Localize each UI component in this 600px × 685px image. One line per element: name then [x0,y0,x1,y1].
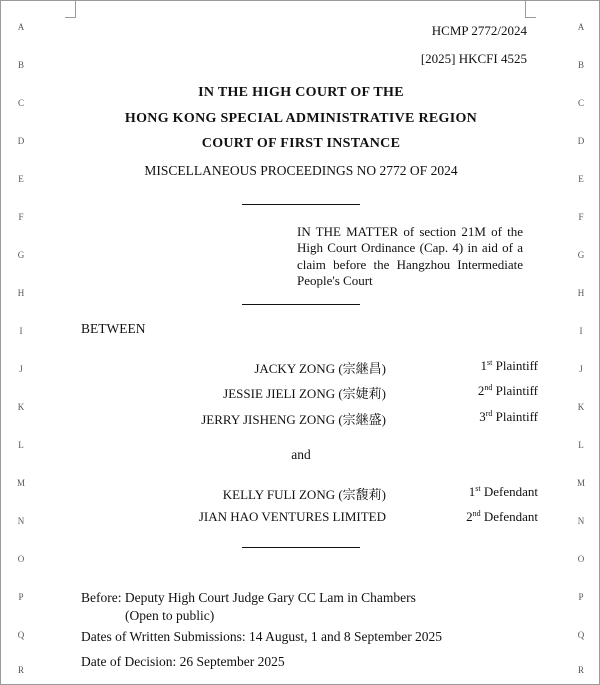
court-title-line-2: HONG KONG SPECIAL ADMINISTRATIVE REGION [124,111,478,126]
margin-letter-right: L [578,440,584,450]
plaintiff-2-role: 2nd Plaintiff [477,383,538,398]
court-title-line-3: COURT OF FIRST INSTANCE [201,136,401,151]
margin-letter-left: J [19,364,23,374]
margin-letter-left: L [18,440,24,450]
margin-letter-right: A [577,22,585,32]
margin-letter-left: R [17,665,24,675]
margin-letter-left: B [17,60,24,70]
case-number: HCMP 2772/2024 [431,23,527,38]
plaintiff-2-name: JESSIE JIELI ZONG (宗婕莉) [223,386,386,401]
margin-letter-left: A [17,22,25,32]
decision-date: Date of Decision: 26 September 2025 [81,654,285,669]
margin-letter-right: F [578,212,584,222]
proceedings-number: MISCELLANEOUS PROCEEDINGS NO 2772 OF 2024 [144,163,458,178]
margin-letter-right: P [578,592,584,602]
divider-rule [242,547,360,548]
margin-letter-right: J [579,364,583,374]
margin-letter-right: H [577,288,585,298]
margin-letter-right: I [579,326,583,336]
margin-letter-right: K [577,402,585,412]
plaintiff-1-role: 1st Plaintiff [480,358,538,373]
margin-letter-left: Q [17,630,25,640]
margin-letter-right: B [577,60,584,70]
defendant-2-name: JIAN HAO VENTURES LIMITED [198,509,386,524]
margin-letter-right: E [578,174,584,184]
plaintiff-3-role: 3rd Plaintiff [479,409,538,424]
margin-letter-left: G [17,250,25,260]
margin-letter-left: K [17,402,25,412]
margin-letter-right: M [576,478,585,488]
margin-letter-right: G [577,250,585,260]
margin-letter-left: C [17,98,24,108]
margin-letter-left: O [17,554,25,564]
margin-letter-left: N [17,516,25,526]
margin-letter-left: P [18,592,24,602]
court-title-line-1: IN THE HIGH COURT OF THE [198,85,404,100]
margin-letter-left: H [17,288,25,298]
page-corner-mark-left [65,1,76,18]
in-the-matter-clause: IN THE MATTER of section 21M of the High Court Ordinance (Cap. 4) in aid of a claim before the Hangzhou Intermediate People's Court [297,224,523,288]
margin-letter-right: R [577,665,584,675]
plaintiff-3-name: JERRY JISHENG ZONG (宗継盛) [201,412,386,427]
before-judge: Before: Deputy High Court Judge Gary CC Lam in Chambers [81,590,416,605]
margin-letter-right: C [577,98,584,108]
plaintiff-1-name: JACKY ZONG (宗継昌) [254,361,386,376]
neutral-citation: [2025] HKCFI 4525 [420,51,527,66]
margin-letter-left: I [19,326,23,336]
between-label: BETWEEN [81,321,146,336]
margin-letter-left: D [17,136,25,146]
open-to-public: (Open to public) [125,608,215,623]
defendant-1-name: KELLY FULI ZONG (宗馥莉) [222,487,386,502]
defendant-2-role: 2nd Defendant [466,509,538,524]
divider-rule [242,204,360,205]
page-corner-mark-right [525,1,536,18]
margin-letter-right: Q [577,630,585,640]
margin-letter-left: F [18,212,24,222]
margin-letter-right: O [577,554,585,564]
and-separator: and [291,447,311,462]
margin-letter-right: N [577,516,585,526]
defendant-1-role: 1st Defendant [468,484,538,499]
margin-letter-left: E [18,174,24,184]
divider-rule [242,304,360,305]
submission-dates: Dates of Written Submissions: 14 August, 1 and 8 September 2025 [81,629,443,644]
margin-letter-left: M [16,478,25,488]
margin-letter-right: D [577,136,585,146]
